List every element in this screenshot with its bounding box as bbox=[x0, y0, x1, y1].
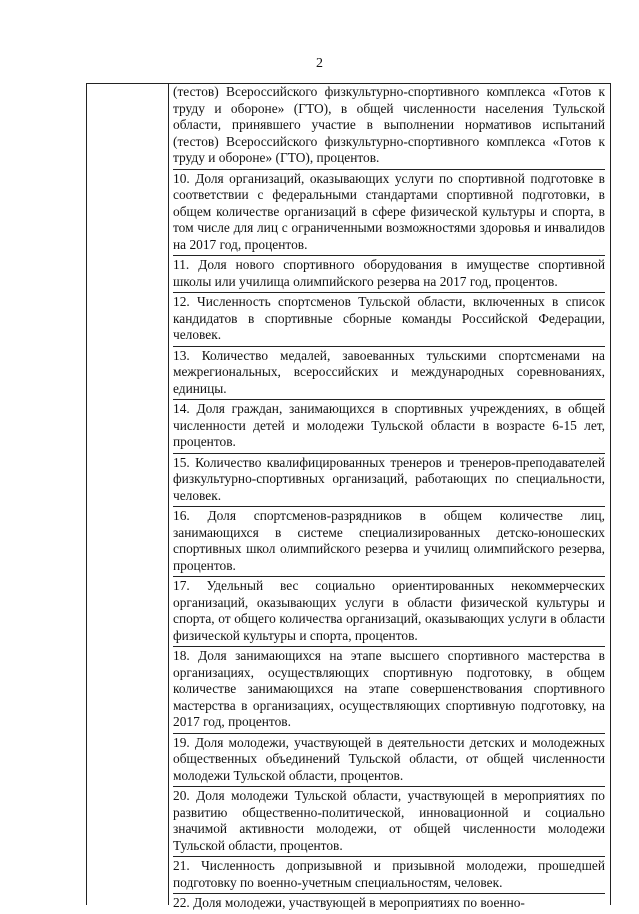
list-item: 17. Удельный вес социально ориентированных некоммерческих организаций, оказывающих услуги в области физической культуры и спорта, от общего количества организаций, оказывающих услуги в области физической культуры и спорта, процентов. bbox=[173, 577, 605, 647]
list-item: 11. Доля нового спортивного оборудования в имуществе спортивной школы или училища олимпийского резерва на 2017 год, процентов. bbox=[173, 256, 605, 293]
list-item: 20. Доля молодежи Тульской области, участвующей в мероприятиях по развитию общественно-политической, инновационной и социально значимой активности молодежи, от общей численности молодежи Тульской области, процентов. bbox=[173, 787, 605, 857]
list-item: 22. Доля молодежи, участвующей в мероприятиях по военно- bbox=[173, 895, 525, 910]
list-item: 10. Доля организаций, оказывающих услуги по спортивной подготовке в соответствии с федеральными стандартами спортивной подготовки, в общем количестве организаций в сфере физической культуры и спорта, в том числе для лиц с ограниченными возможностями здоровья и инвалидов на 2017 год, процентов. bbox=[173, 170, 605, 257]
page-number: 2 bbox=[316, 56, 323, 71]
list-item: 12. Численность спортсменов Тульской области, включенных в список кандидатов в спортивные сборные команды Российской Федерации, человек. bbox=[173, 293, 605, 347]
table-column-divider bbox=[168, 84, 169, 905]
list-item: 21. Численность допризывной и призывной молодежи, прошедшей подготовку по военно-учетным специальностям, человек. bbox=[173, 857, 605, 894]
list-item: 16. Доля спортсменов-разрядников в общем количестве лиц, занимающихся в системе специализированных детско-юношеских спортивных школ олимпийского резерва и училищ олимпийского резерва, процентов. bbox=[173, 507, 605, 577]
list-item: 15. Количество квалифицированных тренеров и тренеров-преподавателей физкультурно-спортивных организаций, работающих по специальности, человек. bbox=[173, 454, 605, 508]
list-item: 14. Доля граждан, занимающихся в спортивных учреждениях, в общей численности детей и молодежи Тульской области в возрасте 6-15 лет, процентов. bbox=[173, 400, 605, 454]
list-item: 18. Доля занимающихся на этапе высшего спортивного мастерства в организациях, осуществляющих спортивную подготовку, в общем количестве занимающихся на этапе совершенствования спортивного мастерства в организациях, осуществляющих спортивную подготовку, на 2017 год, процентов. bbox=[173, 647, 605, 734]
list-item: 13. Количество медалей, завоеванных тульскими спортсменами на межрегиональных, всероссийских и международных соревнованиях, единицы. bbox=[173, 347, 605, 401]
list-item: (тестов) Всероссийского физкультурно-спортивного комплекса «Готов к труду и обороне» (ГТО), в общей численности населения Тульской области, принявшего участие в выполнении нормативов испытаний (тестов) Всероссийского физкультурно-спортивного комплекса «Готов к труду и обороне» (ГТО), процентов. bbox=[173, 84, 605, 170]
list-item: 19. Доля молодежи, участвующей в деятельности детских и молодежных общественных объединений Тульской области, от общей численности молодежи Тульской области, процентов. bbox=[173, 734, 605, 788]
indicators-list bbox=[173, 84, 605, 914]
indicators-table bbox=[86, 83, 611, 910]
